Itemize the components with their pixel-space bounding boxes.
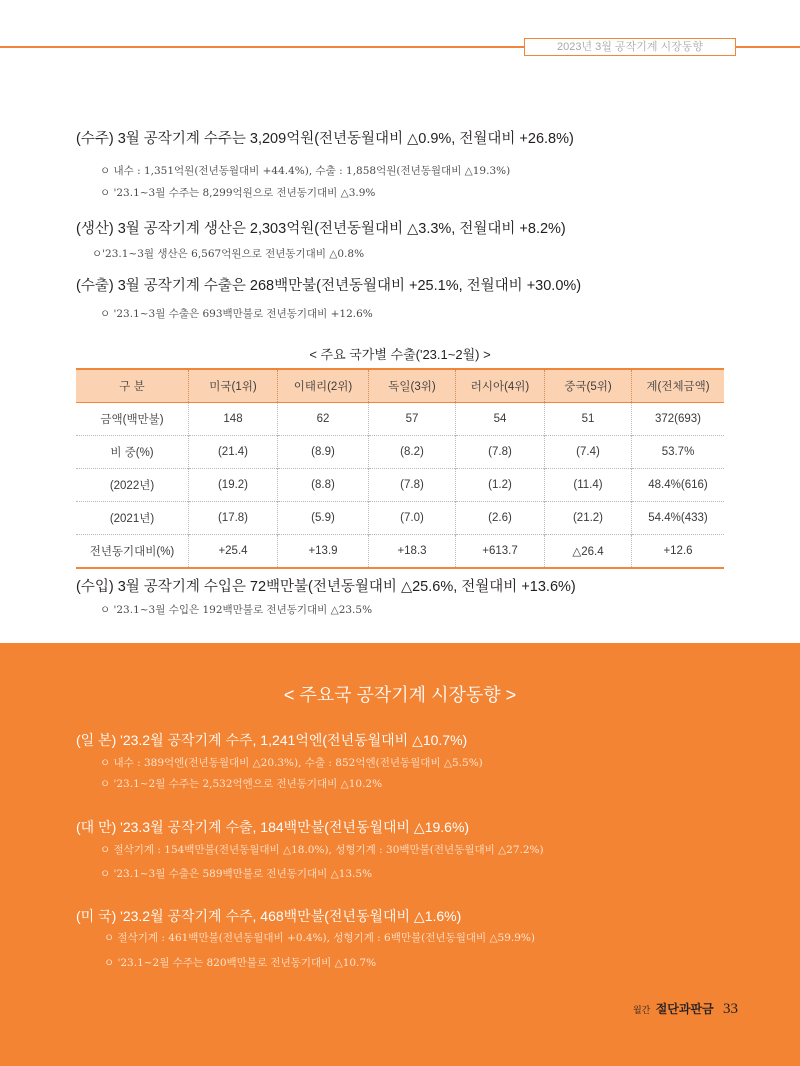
table-cell: 금액(백만불) <box>100 414 164 426</box>
table-cell: 비 중(%) <box>76 436 189 469</box>
table-cell: 48.4%(616) <box>632 469 725 502</box>
header-rule-right <box>736 46 800 48</box>
imports-heading: (수입) 3월 공작기계 수입은 72백만불(전년동월대비 △25.6%, 전월대비 +13.6%) <box>76 579 576 595</box>
orders-heading: (수주) 3월 공작기계 수주는 3,209억원(전년동월대비 △0.9%, 전월대비 +26.8%) <box>76 131 574 147</box>
table-cell: (5.9) <box>278 502 369 535</box>
magazine-name: 절단과판금 <box>655 1002 714 1016</box>
running-title: 2023년 3월 공작기계 시장동향 <box>524 38 736 56</box>
table-cell: +12.6 <box>632 535 725 569</box>
col-header-total: 계(전체금액) <box>632 369 725 403</box>
table-cell: 54.4%(433) <box>632 502 725 535</box>
col-header-germany: 독일(3위) <box>369 369 456 403</box>
taiwan-bullet-1: ㅇ 절삭기계 : 154백만불(전년동월대비 △18.0%), 성형기계 : 30백만불(전년동월대비 △27.2%) <box>100 844 544 856</box>
table-title: < 주요 국가별 수출('23.1~2월) > <box>309 347 491 362</box>
table-cell: (8.8) <box>278 469 369 502</box>
table-cell: △26.4 <box>545 535 632 569</box>
footer-prefix: 월간 <box>632 1005 651 1015</box>
table-cell: +13.9 <box>278 535 369 569</box>
orders-bullet-2: ㅇ '23.1~3월 수주는 8,299억원으로 전년동기대비 △3.9% <box>100 187 376 199</box>
table-cell: (19.2) <box>189 469 278 502</box>
table-cell: 148 <box>189 403 278 436</box>
table-cell: (7.8) <box>456 436 545 469</box>
imports-bullet-1: ㅇ '23.1~3월 수입은 192백만불로 전년동기대비 △23.5% <box>100 604 373 616</box>
japan-bullet-1: ㅇ 내수 : 389억엔(전년동월대비 △20.3%), 수출 : 852억엔(전년동월대비 △5.5%) <box>100 757 483 769</box>
table-row <box>76 436 724 469</box>
usa-bullet-1: ㅇ 절삭기계 : 461백만불(전년동월대비 +0.4%), 성형기계 : 6백만불(전년동월대비 △59.9%) <box>104 932 535 944</box>
japan-heading: (일 본) '23.2월 공작기계 수주, 1,241억엔(전년동월대비 △10.7%) <box>76 732 468 748</box>
table-row <box>76 535 724 569</box>
market-trends-title: < 주요국 공작기계 시장동향 > <box>283 685 517 705</box>
japan-bullet-2: ㅇ '23.1~2월 수주는 2,532억엔으로 전년동기대비 △10.2% <box>100 778 383 790</box>
table-row <box>76 403 724 436</box>
table-cell: (17.8) <box>189 502 278 535</box>
table-cell: (7.8) <box>369 469 456 502</box>
table-cell: +25.4 <box>189 535 278 569</box>
taiwan-heading: (대 만) '23.3월 공작기계 수출, 184백만불(전년동월대비 △19.6%) <box>76 819 470 835</box>
table-cell: 372(693) <box>632 403 725 436</box>
table-cell: (7.4) <box>545 436 632 469</box>
exports-heading: (수출) 3월 공작기계 수출은 268백만불(전년동월대비 +25.1%, 전월대비 +30.0%) <box>76 278 582 294</box>
page-footer <box>633 1000 738 1018</box>
table-cell: 53.7% <box>632 436 725 469</box>
table-cell: +18.3 <box>369 535 456 569</box>
production-bullet-1: ㅇ'23.1~3월 생산은 6,567억원으로 전년동기대비 △0.8% <box>92 248 365 260</box>
table-row <box>76 502 724 535</box>
table-cell: (2022년) <box>76 469 189 502</box>
table-cell: (8.9) <box>278 436 369 469</box>
table-cell: +613.7 <box>456 535 545 569</box>
header-rule-left <box>0 46 524 48</box>
table-cell: (7.0) <box>369 502 456 535</box>
table-cell: (8.2) <box>369 436 456 469</box>
page-number: 33 <box>723 1001 738 1017</box>
table-cell: (1.2) <box>456 469 545 502</box>
orders-bullet-1: ㅇ 내수 : 1,351억원(전년동월대비 +44.4%), 수출 : 1,858억원(전년동월대비 △19.3%) <box>100 165 511 177</box>
col-header-russia: 러시아(4위) <box>456 369 545 403</box>
export-by-country-table <box>76 368 724 569</box>
taiwan-bullet-2: ㅇ '23.1~3월 수출은 589백만불로 전년동기대비 △13.5% <box>100 868 373 880</box>
table-cell: 51 <box>545 403 632 436</box>
table-cell: 전년동기대비(%) <box>76 535 189 569</box>
exports-bullet-1: ㅇ '23.1~3월 수출은 693백만불로 전년동기대비 +12.6% <box>100 308 373 320</box>
table-cell: (2.6) <box>456 502 545 535</box>
production-heading: (생산) 3월 공작기계 생산은 2,303억원(전년동월대비 △3.3%, 전월대비 +8.2%) <box>76 221 566 237</box>
table-cell: 62 <box>278 403 369 436</box>
table-cell: (21.4) <box>189 436 278 469</box>
usa-heading: (미 국) '23.2월 공작기계 수주, 468백만불(전년동월대비 △1.6%) <box>76 908 462 924</box>
usa-bullet-2: ㅇ '23.1~2월 수주는 820백만불로 전년동기대비 △10.7% <box>104 957 377 969</box>
table-cell: (21.2) <box>545 502 632 535</box>
col-header-usa: 미국(1위) <box>189 369 278 403</box>
table-cell: 54 <box>456 403 545 436</box>
table-cell: 57 <box>369 403 456 436</box>
table-row <box>76 469 724 502</box>
col-header-italy: 이태리(2위) <box>278 369 369 403</box>
col-header-china: 중국(5위) <box>545 369 632 403</box>
col-header-category: 구 분 <box>76 369 189 403</box>
table-header-row <box>76 369 724 403</box>
table-cell: (2021년) <box>76 502 189 535</box>
table-cell: (11.4) <box>545 469 632 502</box>
